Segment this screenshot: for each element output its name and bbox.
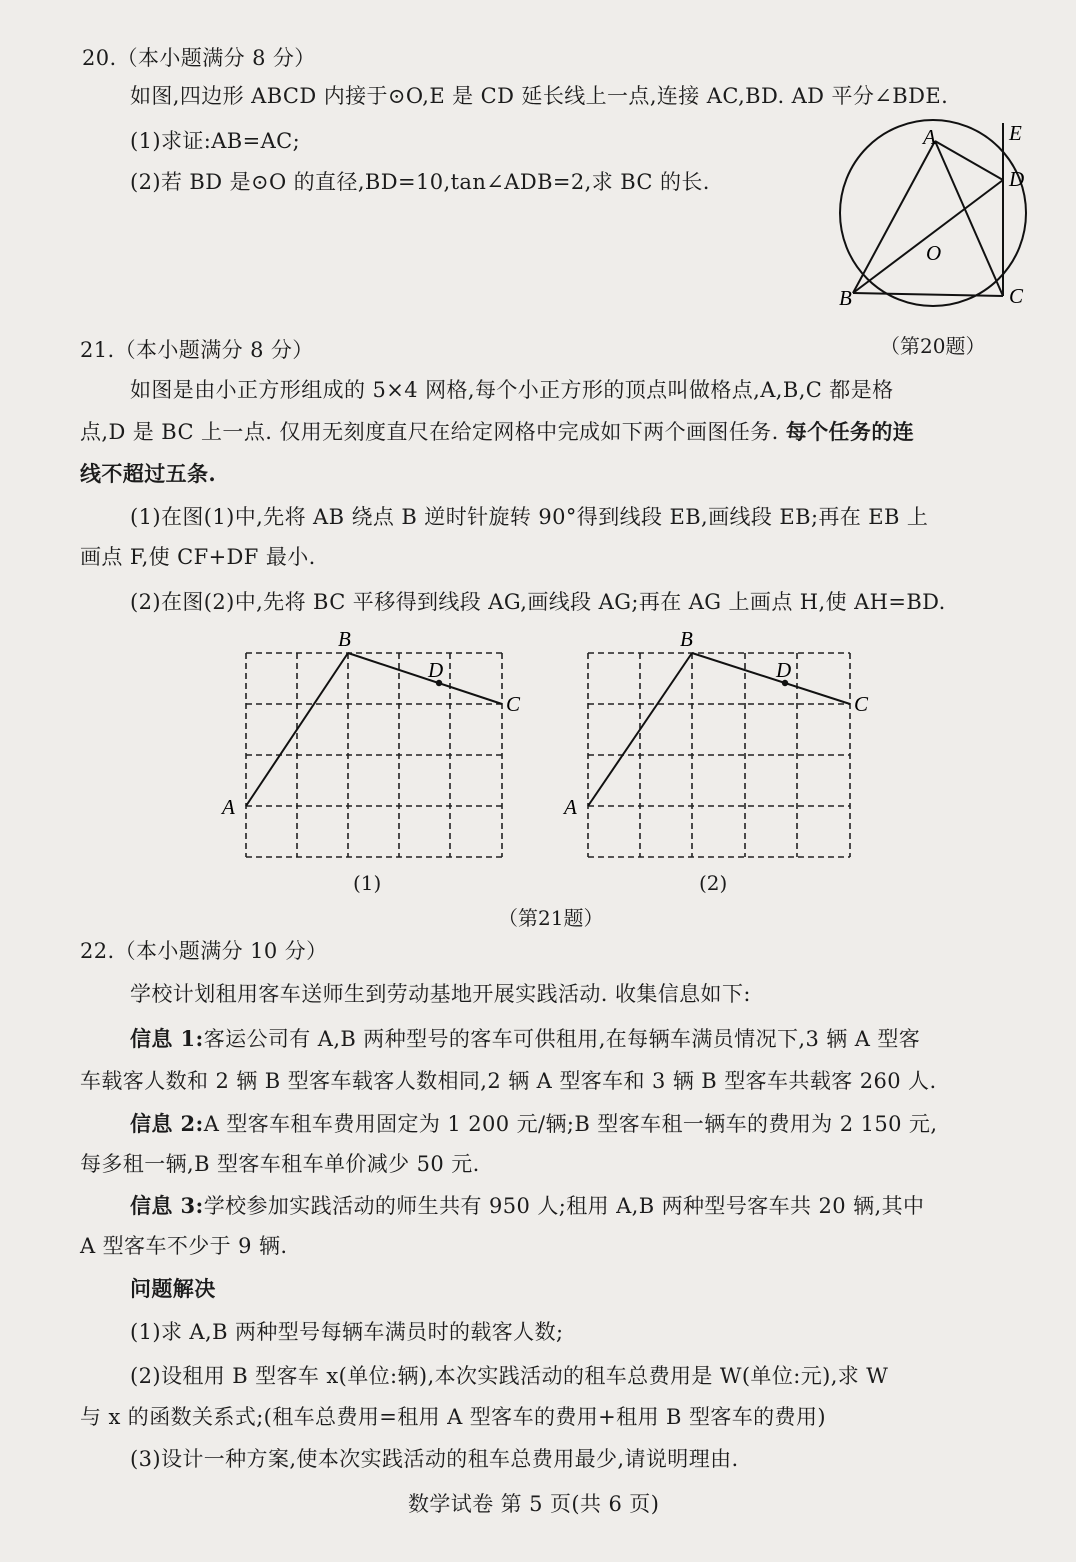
q22-info2-line2: 每多租一辆,B 型客车租车单价减少 50 元. [80,1152,480,1176]
q21-stem-line3: 线不超过五条. [80,461,217,486]
label-d: D [776,658,792,682]
q21-fig2-label: (2) [699,871,728,895]
q20-circle-figure [825,118,1045,318]
q22-info1-line2: 车载客人数和 2 辆 B 型客车载客人数相同,2 辆 A 型客车和 3 辆 B 型客车共载客 260 人. [80,1069,937,1093]
label-c: C [1009,284,1024,308]
label-c: C [854,692,869,716]
label-a: A [923,125,936,149]
q21-stem-line2 [80,418,914,446]
q22-part3: (3)设计一种方案,使本次实践活动的租车总费用最少,请说明理由. [130,1447,739,1471]
info2-title: 信息 2: [130,1111,204,1136]
segment-bd [853,180,1003,293]
q22-part2-line1: (2)设租用 B 型客车 x(单位:辆),本次实践活动的租车总费用是 W(单位:元),求 W [130,1364,889,1388]
page-footer: 数学试卷 第 5 页(共 6 页) [408,1492,660,1516]
q22-info3-line2: A 型客车不少于 9 辆. [80,1234,288,1258]
segment-ad [935,141,1003,180]
info1-title: 信息 1: [130,1026,204,1051]
q21-stem-line1: 如图是由小正方形组成的 5×4 网格,每个小正方形的顶点叫做格点,A,B,C 都是格 [130,378,894,402]
q21-part2: (2)在图(2)中,先将 BC 平移得到线段 AG,画线段 AG;再在 AG 上画点 H,使 AH=BD. [130,590,946,614]
q22-solve-title: 问题解决 [130,1276,216,1301]
q20-stem: 如图,四边形 ABCD 内接于⊙O,E 是 CD 延长线上一点,连接 AC,BD. AD 平分∠BDE. [130,84,949,108]
q22-info3-line1 [130,1192,924,1220]
q20-header: 20.（本小题满分 8 分） [82,46,316,70]
q22-part1: (1)求 A,B 两种型号每辆车满员时的载客人数; [130,1320,564,1344]
q20-part2: (2)若 BD 是⊙O 的直径,BD=10,tan∠ADB=2,求 BC 的长. [130,170,710,194]
label-b: B [680,628,693,651]
q21-grid-figure-1 [218,628,538,868]
label-o: O [926,241,942,265]
segment-ab [853,141,935,293]
label-b: B [839,286,852,310]
info1-text: 客运公司有 A,B 两种型号的客车可供租用,在每辆车满员情况下,3 辆 A 型客 [203,1027,921,1051]
label-a: A [564,795,577,819]
info2-text: A 型客车租车费用固定为 1 200 元/辆;B 型客车租一辆车的费用为 2 150 元, [203,1112,938,1136]
label-c: C [506,692,521,716]
q20-caption: （第20题） [880,334,986,358]
q21-part1-line1: (1)在图(1)中,先将 AB 绕点 B 逆时针旋转 90°得到线段 EB,画线段 EB;再在 EB 上 [130,505,929,529]
q21-header: 21.（本小题满分 8 分） [80,338,314,362]
grid-lines [246,653,502,857]
q21-caption: （第21题） [498,906,604,930]
label-b: B [338,628,351,651]
q21-stem-line2-text: 点,D 是 BC 上一点. 仅用无刻度直尺在给定网格中完成如下两个画图任务. [80,420,786,444]
segment-bc [692,653,850,704]
q22-info2-line1 [130,1110,937,1138]
q22-info1-line1 [130,1025,920,1053]
label-d: D [1009,167,1025,191]
info3-title: 信息 3: [130,1193,204,1218]
q21-fig1-label: (1) [353,871,382,895]
q22-part2-line2: 与 x 的函数关系式;(租车总费用=租用 A 型客车的费用+租用 B 型客车的费用) [80,1405,826,1429]
q21-part1-line2: 画点 F,使 CF+DF 最小. [80,545,316,569]
q20-part1: (1)求证:AB=AC; [130,129,301,153]
q22-intro: 学校计划租用客车送师生到劳动基地开展实践活动. 收集信息如下: [130,982,751,1006]
segment-ac [935,141,1003,296]
q22-header: 22.（本小题满分 10 分） [80,939,328,963]
label-a: A [222,795,235,819]
q21-grid-figure-2 [560,628,890,868]
label-e: E [1009,121,1022,145]
q21-stem-emphasis: 每个任务的连 [785,419,915,444]
grid-lines [588,653,850,857]
info3-text: 学校参加实践活动的师生共有 950 人;租用 A,B 两种型号客车共 20 辆,其中 [203,1194,925,1218]
label-d: D [428,658,444,682]
segment-bc [348,653,502,704]
